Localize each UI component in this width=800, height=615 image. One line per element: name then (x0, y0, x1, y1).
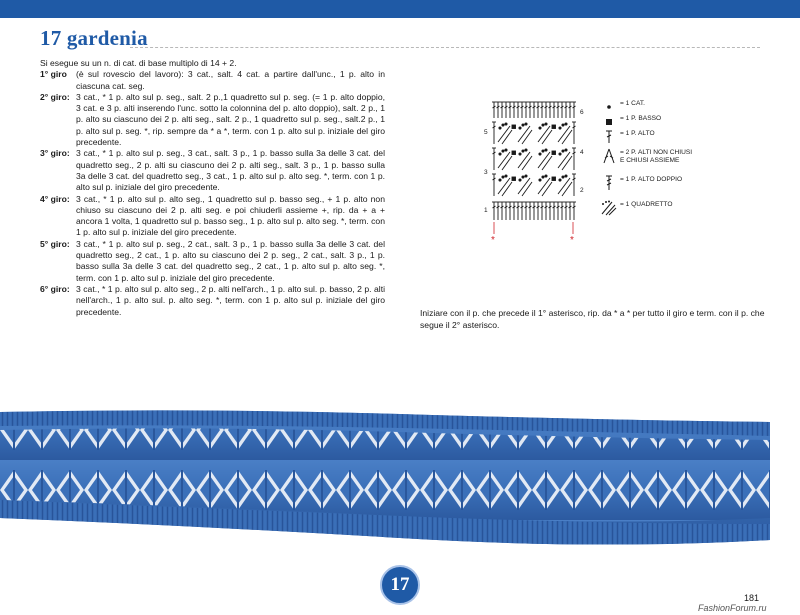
chart-chain-dot (519, 153, 521, 155)
legend-label: = 1 P. BASSO (620, 115, 662, 122)
chart-chain-dot (505, 149, 507, 151)
instruction-row (40, 148, 385, 193)
chart-stitch-mark (542, 156, 552, 170)
chart-stitch-mark (542, 182, 552, 196)
chart-chain-dot (542, 124, 544, 126)
legend-label-line: E CHIUSI ASSIEME (620, 157, 680, 164)
chart-chain-dot (565, 123, 567, 125)
chart-chain-dot (539, 127, 541, 129)
row-number: 3 (484, 169, 488, 176)
title-divider (130, 47, 760, 48)
chart-chain-dot (562, 176, 564, 178)
chart-chain-dot (565, 175, 567, 177)
legend-label: = 1 P. ALTO (620, 130, 655, 137)
instruction-row (40, 284, 385, 318)
chart-chain-dot (502, 124, 504, 126)
chart-chain-dot (522, 150, 524, 152)
chart-chain-dot (542, 176, 544, 178)
chart-chain-dot (519, 127, 521, 129)
top-banner (0, 0, 800, 18)
double-crochet-icon (600, 130, 618, 144)
legend-item (600, 100, 645, 114)
chart-basso-mark (552, 177, 556, 181)
row-text: 3 cat., * 1 p. alto sul p. seg., salt. 2 p.,1 quadretto sul p. seg. (= 1 p. alto doppio, 3 cat. e 3 p. alti inserendo l'unc. sotto la colonnina del p. alto doppio), salt. 2 p., 1 p. alto su ciascuno dei 2 p. alti seg., salt. 2 p., 1 quadretto sul p. seg., salt.2 p., 1 p. alto sul p. seg. *, rip. sempre da * a *, term. con 1 p. alto sul p. iniziale del giro precedente. (76, 91, 385, 148)
row-number: 6 (580, 109, 584, 116)
chart-basso-mark (552, 151, 556, 155)
chart-stitch-mark (502, 156, 512, 170)
instructions-block (40, 58, 385, 318)
chart-basso-mark (512, 125, 516, 129)
row-label: 1° giro (40, 69, 67, 80)
chart-chain-dot (562, 150, 564, 152)
chart-chain-dot (559, 127, 561, 129)
chart-chain-dot (505, 175, 507, 177)
chart-stitch-mark (522, 156, 532, 170)
instruction-row (40, 69, 385, 92)
row-number: 2 (580, 187, 584, 194)
legend-item (600, 201, 672, 215)
instruction-row (40, 92, 385, 148)
legend-label: = 1 P. ALTO DOPPIO (620, 176, 683, 183)
legend-label-line: = 2 P. ALTI NON CHIUSI (620, 149, 693, 156)
chart-chain-dot (522, 176, 524, 178)
chart-basso-mark (512, 177, 516, 181)
chart-chain-dot (539, 179, 541, 181)
chart-stitch-mark (502, 182, 512, 196)
chart-chain-dot (565, 149, 567, 151)
crochet-swatch-photo (0, 400, 800, 560)
decrease-cluster-icon (600, 149, 618, 163)
chart-stitch-mark (502, 130, 512, 144)
row-text: (è sul rovescio del lavoro): 3 cat., salt. 4 cat. a partire dall'unc., 1 p. alto in ciascuna cat. seg. (76, 69, 385, 91)
row-label: 6° giro: (40, 283, 70, 294)
chart-chain-dot (502, 176, 504, 178)
chart-chain-dot (499, 153, 501, 155)
chart-chain-dot (545, 123, 547, 125)
row-number: 5 (484, 129, 488, 136)
asterisk-end: * (570, 235, 574, 246)
row-text: 3 cat., * 1 p. alto sul p. alto seg., 2 p. alti nell'arch., 1 p. alto sul. p. basso, 2 p. alti nell'arch., 1 p. alto sul. p. alto seg. *, term. con 1 p. alto sul p. iniziale del giro precedente. (76, 283, 385, 317)
chart-chain-dot (545, 175, 547, 177)
chart-chain-dot (499, 179, 501, 181)
chart-chain-dot (559, 179, 561, 181)
instructions-intro: Si esegue su un n. di cat. di base multiplo di 14 + 2. (40, 58, 237, 68)
chart-chain-dot (559, 153, 561, 155)
legend-item (600, 176, 682, 190)
chart-chain-dot (542, 150, 544, 152)
row-number: 1 (484, 207, 488, 214)
legend-item (600, 115, 661, 129)
row-text: 3 cat., * 1 p. alto sul p. alto seg., 1 quadretto sul p. basso seg., + 1 p. alto non chiuso su ciascuno dei 2 p. alti seg. e poi chiuderli assieme +, rip. da + a + ancora 1 volta, 1 quadretto sul p. basso seg., 1 p. alto sul p. alto seg. *, term. con 1 p. alto sul p. iniziale del giro precedente. (76, 193, 385, 238)
chart-chain-dot (525, 149, 527, 151)
chart-chain-dot (525, 123, 527, 125)
chart-stitch-mark (562, 130, 572, 144)
chart-basso-mark (552, 125, 556, 129)
pattern-title: 17 gardenia (40, 26, 148, 50)
legend-item (600, 149, 692, 165)
pattern-number-badge: 17 (380, 565, 420, 605)
chart-chain-dot (499, 127, 501, 129)
asterisk-start: * (491, 235, 495, 246)
chart-chain-dot (522, 124, 524, 126)
crochet-chart (484, 98, 594, 248)
instruction-row (40, 194, 385, 239)
chart-stitch-mark (562, 156, 572, 170)
chart-stitch-mark (542, 130, 552, 144)
chart-chain-dot (502, 150, 504, 152)
row-label: 5° giro: (40, 238, 70, 249)
chart-stitch-mark (522, 182, 532, 196)
chart-chain-dot (505, 123, 507, 125)
row-text: 3 cat., * 1 p. alto sul p. seg., 2 cat., salt. 3 p., 1 p. basso sulla 3a delle 3 cat. del quadretto seg., 2 cat., 1 p. alto su ciascuno dei 2 p. seg., 2 cat., salt. 3 p., 1 p. basso sulla 3a delle 3 cat. del quadretto seg., 2 cat., 1 p. alto sul p. alto seg. *, term. con 1 p. alto sul p. iniziale del giro precedente. (76, 238, 385, 283)
legend-label: = 1 QUADRETTO (620, 201, 673, 208)
chart-chain-dot (519, 179, 521, 181)
chain-dot-icon (600, 100, 618, 114)
chart-chain-dot (539, 153, 541, 155)
block-shell-icon (600, 201, 618, 215)
single-crochet-square-icon (600, 115, 618, 129)
chart-chain-dot (562, 124, 564, 126)
chart-basso-mark (512, 151, 516, 155)
legend-label: = 1 CAT. (620, 100, 645, 107)
watermark: FashionForum.ru (698, 603, 767, 613)
chart-chain-dot (545, 149, 547, 151)
legend-label (620, 149, 692, 165)
repeat-note: Iniziare con il p. che precede il 1° asterisco, rip. da * a * per tutto il giro e term. con il p. che segue il 2° asterisco. (420, 308, 765, 330)
row-label: 4° giro: (40, 193, 70, 204)
row-text: 3 cat., * 1 p. alto sul p. seg., 3 cat., salt. 3 p., 1 p. basso sulla 3a delle 3 cat. del quadretto seg., 2 p. alti su ciascuno dei 2 p. alti seg., salt. 3 p., 1 p. basso sulla 3a delle 3 cat. del quadretto seg., 3 cat., 1 p. alto sul p. alto seg. *, term. con 1 p. alto sul p. iniziale del giro precedente. (76, 148, 385, 193)
row-number: 4 (580, 149, 584, 156)
page-number: 181 (744, 593, 760, 603)
row-label: 3° giro: (40, 148, 70, 159)
row-label: 2° giro: (40, 91, 70, 102)
chart-stitch-mark (562, 182, 572, 196)
chart-stitch-mark (522, 130, 532, 144)
instruction-row (40, 239, 385, 284)
legend-item (600, 130, 655, 144)
treble-crochet-icon (600, 176, 618, 190)
chart-chain-dot (525, 175, 527, 177)
